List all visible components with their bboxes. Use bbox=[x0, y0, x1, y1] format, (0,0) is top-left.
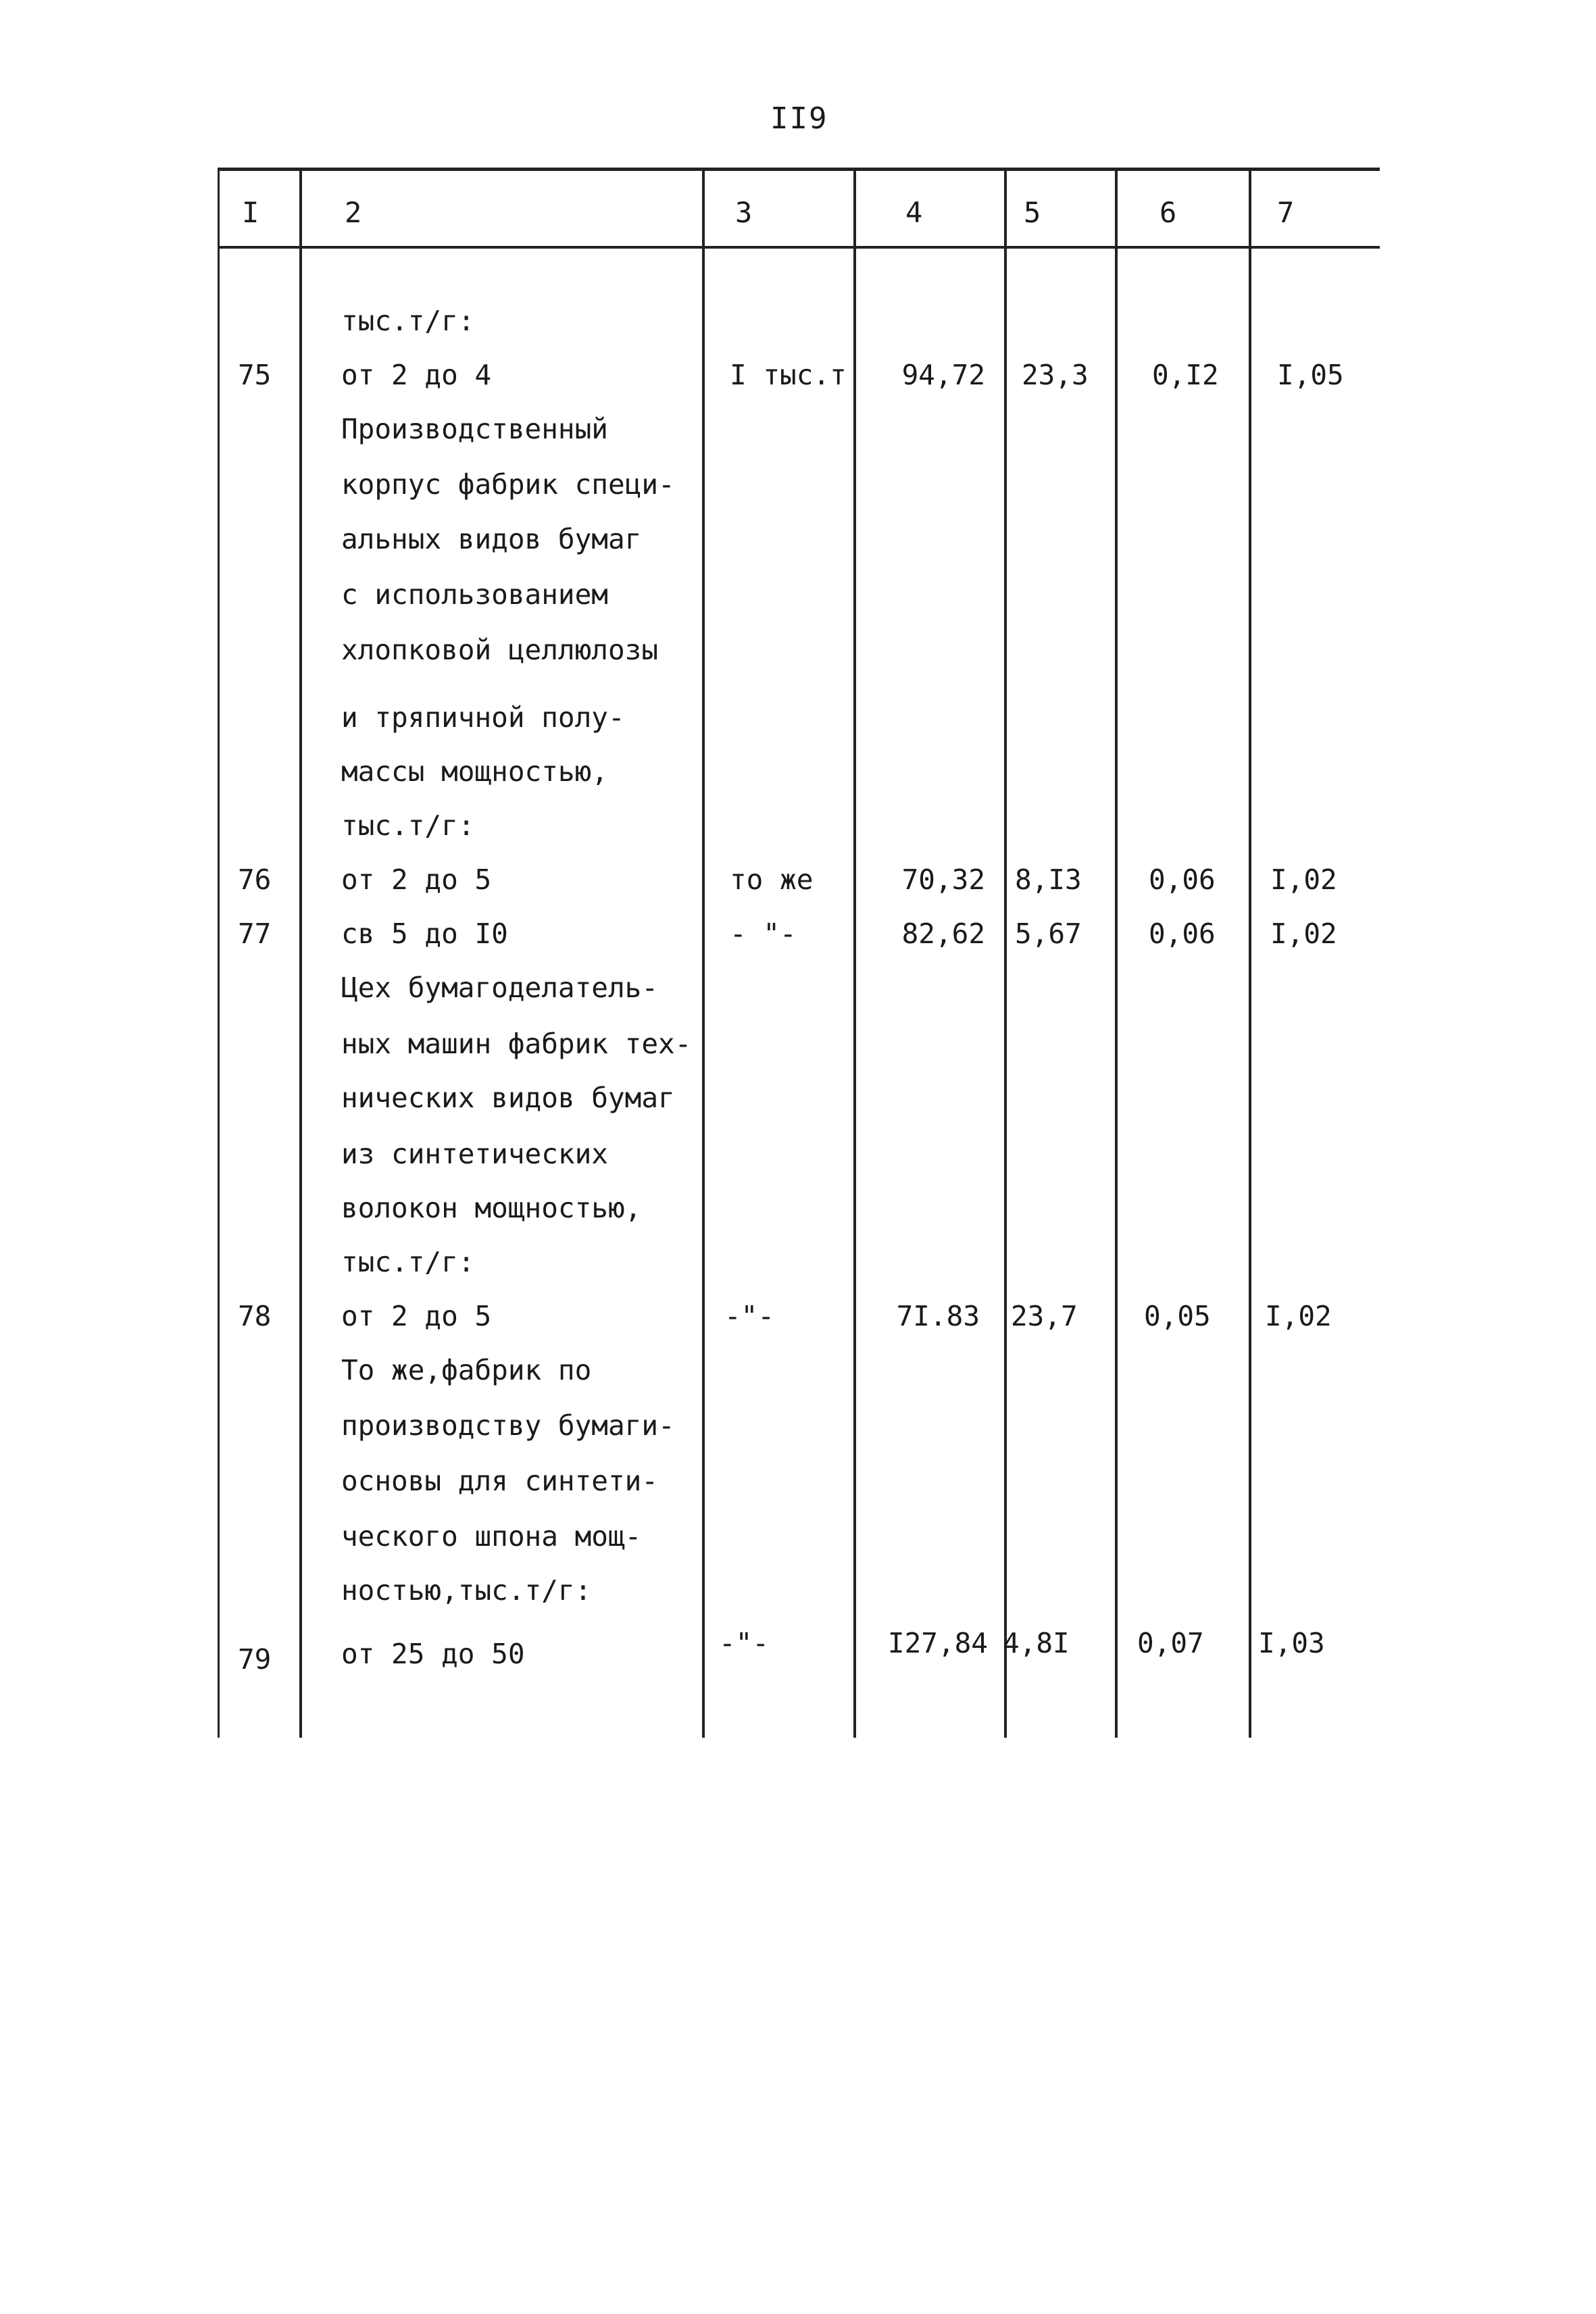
row-75-col5: 23,3 bbox=[1022, 359, 1089, 391]
column-rule-6 bbox=[1115, 170, 1118, 1738]
desc-line: хлопковой целлюлозы bbox=[341, 634, 658, 666]
row-76-unit: то же bbox=[730, 863, 814, 896]
column-rule-3 bbox=[702, 170, 705, 1738]
desc-line: волокон мощностью, bbox=[341, 1192, 642, 1224]
header-col-4: 4 bbox=[905, 196, 923, 229]
desc-line: альных видов бумаг bbox=[341, 523, 642, 555]
desc-line: от 2 до 5 bbox=[341, 1300, 492, 1332]
desc-line: массы мощностью, bbox=[341, 755, 608, 788]
header-col-3: 3 bbox=[735, 196, 753, 229]
row-79-col5: 4,8I bbox=[1003, 1627, 1070, 1659]
column-rule-5 bbox=[1004, 170, 1007, 1738]
header-col-7: 7 bbox=[1277, 196, 1295, 229]
header-col-5: 5 bbox=[1024, 196, 1041, 229]
desc-line: Цех бумагоделатель- bbox=[341, 972, 658, 1004]
row-76-col7: I,02 bbox=[1270, 863, 1337, 896]
header-col-6: 6 bbox=[1159, 196, 1177, 229]
desc-line: То же,фабрик по bbox=[341, 1354, 592, 1386]
table-top-rule bbox=[218, 168, 1380, 171]
desc-line: тыс.т/г: bbox=[341, 1246, 475, 1278]
desc-line: из синтетических bbox=[341, 1138, 608, 1170]
desc-line: тыс.т/г: bbox=[341, 809, 475, 842]
row-77-number: 77 bbox=[238, 917, 272, 950]
row-77-col6: 0,06 bbox=[1149, 917, 1216, 950]
header-bottom-rule bbox=[218, 246, 1380, 249]
desc-line: ностью,тыс.т/г: bbox=[341, 1574, 592, 1607]
column-rule-1 bbox=[218, 170, 220, 1738]
desc-line: от 2 до 4 bbox=[341, 359, 492, 391]
row-77-col4: 82,62 bbox=[901, 917, 985, 950]
row-79-col6: 0,07 bbox=[1137, 1627, 1204, 1659]
row-79-number: 79 bbox=[238, 1643, 272, 1676]
row-75-unit: I тыс.т bbox=[730, 359, 847, 391]
header-col-2: 2 bbox=[345, 196, 362, 229]
desc-line: от 25 до 50 bbox=[341, 1638, 525, 1670]
row-76-number: 76 bbox=[238, 863, 272, 896]
row-76-col4: 70,32 bbox=[901, 863, 985, 896]
column-rule-7 bbox=[1249, 170, 1251, 1738]
page-number: II9 bbox=[770, 101, 828, 136]
row-75-col6: 0,I2 bbox=[1152, 359, 1219, 391]
desc-line: основы для синтети- bbox=[341, 1465, 658, 1497]
column-rule-2 bbox=[299, 170, 302, 1738]
row-79-col4: I27,84 bbox=[887, 1627, 988, 1659]
row-75-number: 75 bbox=[238, 359, 272, 391]
desc-line: ных машин фабрик тех- bbox=[341, 1028, 692, 1060]
desc-line: Производственный bbox=[341, 413, 608, 445]
row-77-unit: - "- bbox=[730, 917, 797, 950]
row-78-col4: 7I.83 bbox=[896, 1300, 980, 1332]
row-78-col5: 23,7 bbox=[1011, 1300, 1078, 1332]
desc-line: св 5 до I0 bbox=[341, 917, 508, 950]
row-79-col7: I,03 bbox=[1258, 1627, 1325, 1659]
row-78-col6: 0,05 bbox=[1144, 1300, 1211, 1332]
row-75-col4: 94,72 bbox=[901, 359, 985, 391]
column-rule-4 bbox=[853, 170, 856, 1738]
row-76-col5: 8,I3 bbox=[1015, 863, 1082, 896]
desc-line: нических видов бумаг bbox=[341, 1082, 675, 1114]
desc-line: от 2 до 5 bbox=[341, 863, 492, 896]
row-78-col7: I,02 bbox=[1265, 1300, 1332, 1332]
desc-line: тыс.т/г: bbox=[341, 305, 475, 337]
desc-line: с использованием bbox=[341, 578, 608, 611]
desc-line: и тряпичной полу- bbox=[341, 701, 625, 734]
row-76-col6: 0,06 bbox=[1149, 863, 1216, 896]
row-78-number: 78 bbox=[238, 1300, 272, 1332]
desc-line: производству бумаги- bbox=[341, 1409, 675, 1442]
row-77-col5: 5,67 bbox=[1015, 917, 1082, 950]
desc-line: корпус фабрик специ- bbox=[341, 468, 675, 501]
desc-line: ческого шпона мощ- bbox=[341, 1520, 642, 1553]
header-col-1: I bbox=[242, 196, 259, 229]
row-77-col7: I,02 bbox=[1270, 917, 1337, 950]
row-78-unit: -"- bbox=[724, 1300, 775, 1332]
row-79-unit: -"- bbox=[719, 1627, 770, 1659]
row-75-col7: I,05 bbox=[1277, 359, 1344, 391]
